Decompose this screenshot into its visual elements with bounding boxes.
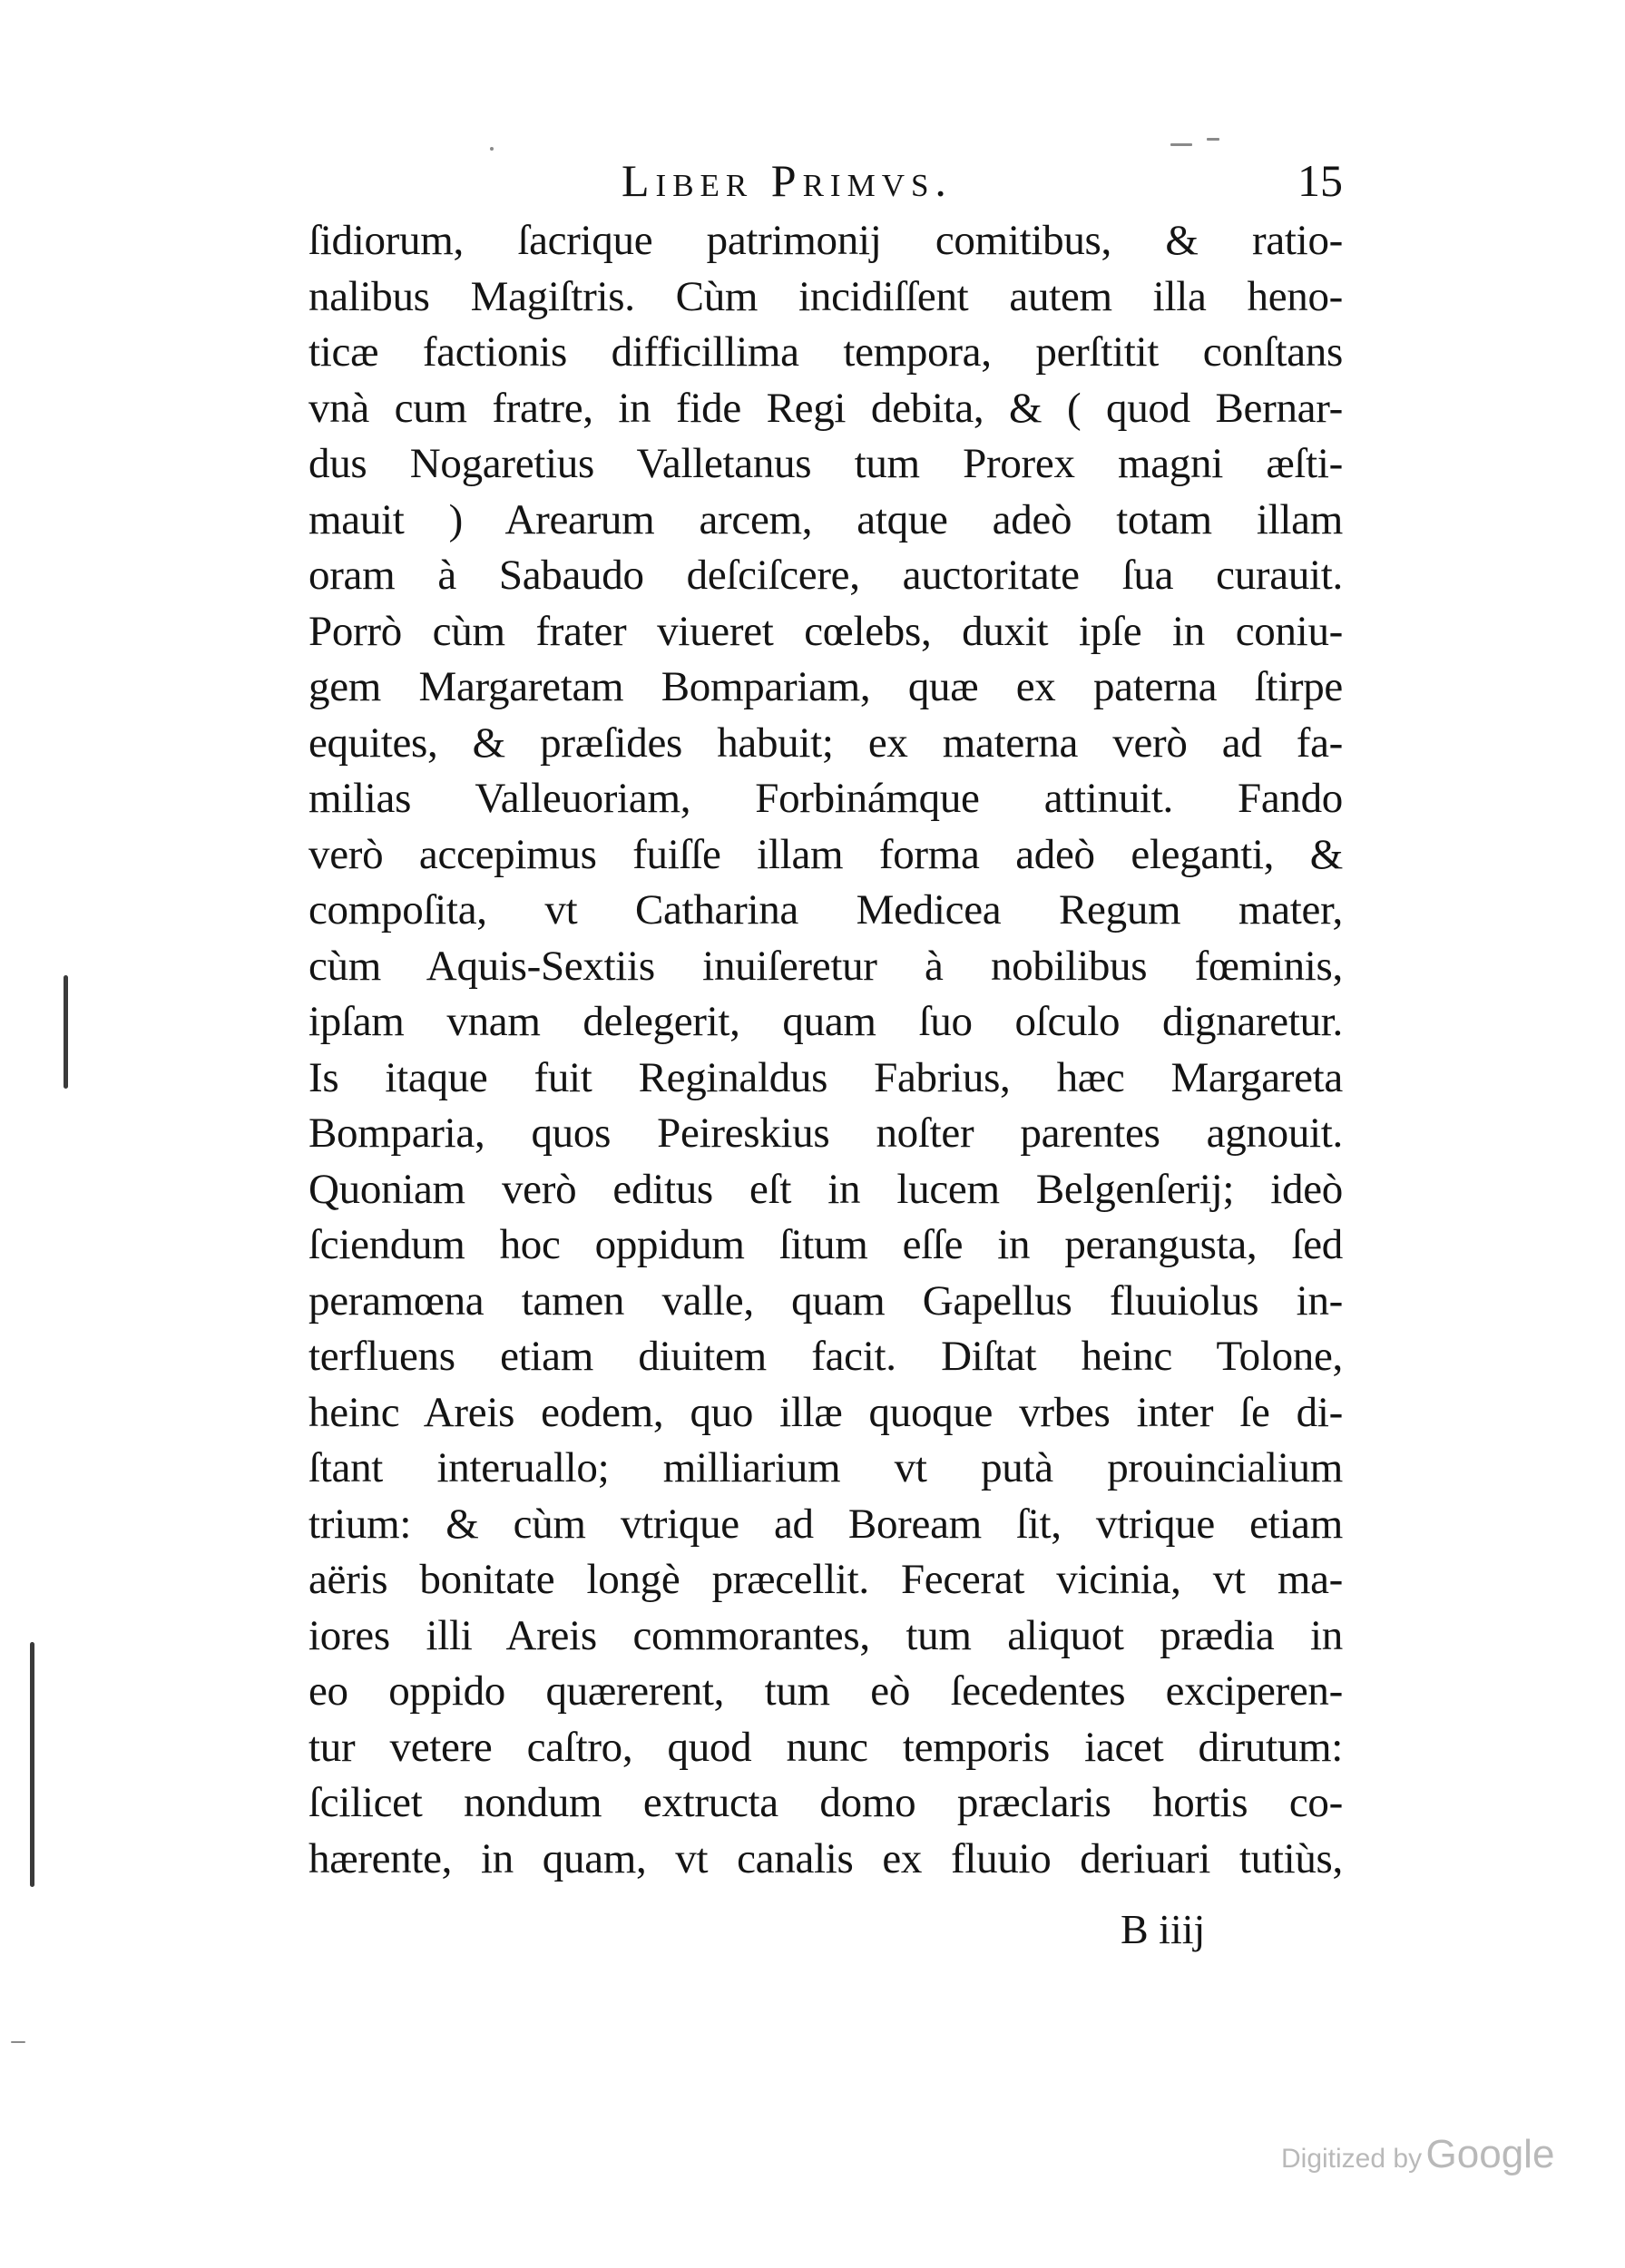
- text-line: ſtant interuallo; milliarium vt putà prouincialium: [308, 1444, 1343, 1491]
- text-line: verò accepimus fuiſſe illam forma adeò eleganti, &: [308, 830, 1343, 878]
- text-line: eo oppido quærerent, tum eò ſecedentes exciperen-: [308, 1667, 1343, 1715]
- text-line: ticæ factionis difficillima tempora, perſtitit conſtans: [308, 328, 1343, 376]
- text-line: equites, & præſides habuit; ex materna verò ad fa-: [308, 719, 1343, 767]
- digitized-watermark: [1281, 2132, 1554, 2177]
- text-line: aëris bonitate longè præcellit. Fecerat vicinia, vt ma-: [308, 1556, 1343, 1603]
- signature-mark: B iiij: [1121, 1906, 1206, 1952]
- text-line: iores illi Areis commorantes, tum aliquot prædia in: [308, 1611, 1343, 1659]
- text-line: hærente, in quam, vt canalis ex fluuio deriuari tutiùs,: [308, 1834, 1343, 1882]
- text-line: Porrò cùm frater viueret cœlebs, duxit ipſe in coniu-: [308, 607, 1343, 655]
- text-line: cùm Aquis-Sextiis inuiſeretur à nobilibus fœminis,: [308, 942, 1343, 990]
- text-line: ſidiorum, ſacrique patrimonij comitibus, & ratio-: [308, 217, 1343, 264]
- text-line: dus Nogaretius Valletanus tum Prorex magni æſti-: [308, 440, 1343, 487]
- text-line: ipſam vnam delegerit, quam ſuo oſculo dignaretur.: [308, 998, 1343, 1045]
- body-text: [308, 213, 1343, 1887]
- scan-margin-mark-lower: [30, 1642, 34, 1887]
- scan-speck: [490, 147, 494, 151]
- scan-speck: [1170, 143, 1192, 146]
- text-line: gem Margaretam Bompariam, quæ ex paterna ſtirpe: [308, 663, 1343, 710]
- text-line: mauit ) Arearum arcem, atque adeò totam illam: [308, 495, 1343, 543]
- watermark-prefix: Digitized by: [1281, 2144, 1423, 2174]
- text-line: ſcilicet nondum extructa domo præclaris hortis co-: [308, 1779, 1343, 1826]
- scan-margin-mark-upper: [64, 975, 68, 1089]
- watermark-brand: Google: [1425, 2132, 1555, 2176]
- text-line: tur vetere caſtro, quod nunc temporis iacet dirutum:: [308, 1723, 1343, 1771]
- page-number: 15: [1297, 155, 1343, 206]
- scan-speck: [11, 2041, 25, 2043]
- text-line: nalibus Magiſtris. Cùm incidiſſent autem illa heno-: [308, 272, 1343, 320]
- scan-speck: [1207, 138, 1219, 141]
- text-line: milias Valleuoriam, Forbinámque attinuit. Fando: [308, 775, 1343, 822]
- text-line: ſciendum hoc oppidum ſitum eſſe in perangusta, ſed: [308, 1221, 1343, 1268]
- text-line: compoſita, vt Catharina Medicea Regum mater,: [308, 886, 1343, 934]
- running-title: Liber Primvs.: [622, 155, 953, 206]
- text-line: peramœna tamen valle, quam Gapellus fluuiolus in-: [308, 1276, 1343, 1325]
- text-line: Is itaque fuit Reginaldus Fabrius, hæc Margareta: [308, 1053, 1343, 1101]
- text-line: heinc Areis eodem, quo illæ quoque vrbes inter ſe di-: [308, 1388, 1343, 1436]
- page-header: [308, 154, 1343, 218]
- text-line: Quoniam verò editus eſt in lucem Belgenſerij; ideò: [308, 1165, 1343, 1213]
- text-line: oram à Sabaudo deſciſcere, auctoritate ſua curauit.: [308, 552, 1343, 599]
- text-line: vnà cum fratre, in fide Regi debita, & ( quod Bernar-: [308, 384, 1343, 432]
- text-line: trium: & cùm vtrique ad Boream ſit, vtrique etiam: [308, 1500, 1343, 1548]
- text-line: terfluens etiam diuitem facit. Diſtat heinc Tolone,: [308, 1333, 1343, 1380]
- text-line: Bomparia, quos Peireskius noſter parentes agnouit.: [308, 1110, 1343, 1157]
